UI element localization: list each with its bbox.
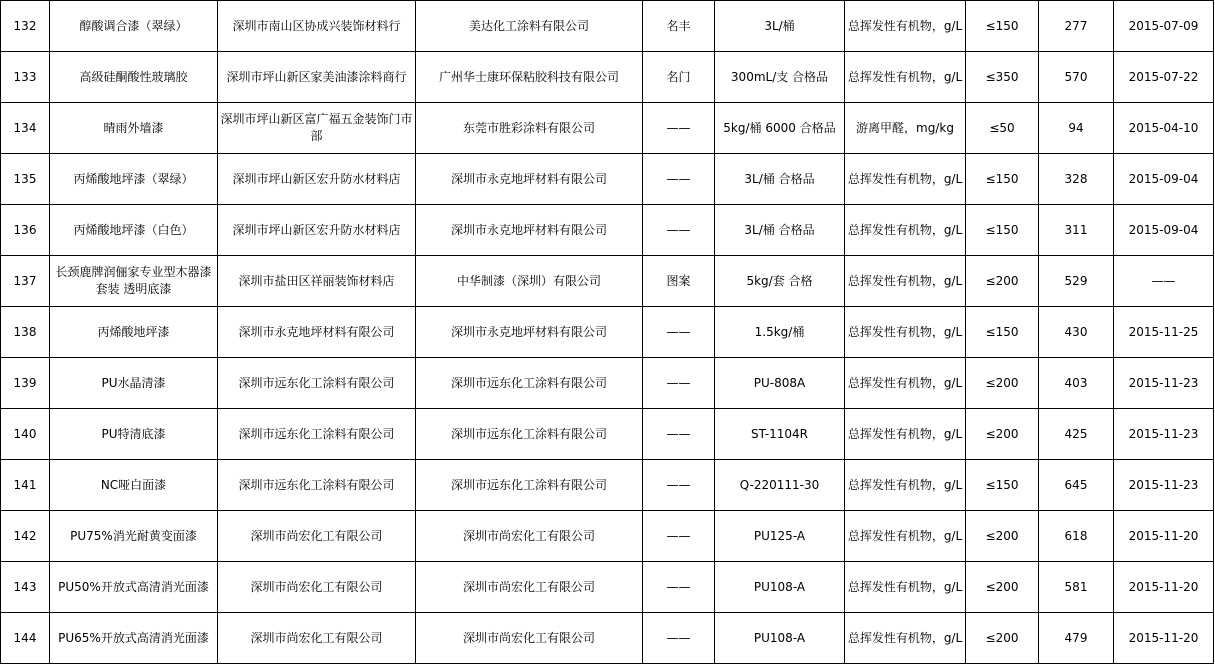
cell-brand: —— xyxy=(643,460,715,511)
table-row xyxy=(1,562,1214,613)
cell-brand: —— xyxy=(643,562,715,613)
table-row xyxy=(1,358,1214,409)
cell-manufacturer-name: 深圳市永克地坪材料有限公司 xyxy=(416,205,643,256)
cell-manufacturer-name: 广州华士康环保粘胶科技有限公司 xyxy=(416,52,643,103)
cell-standard-limit: ≤150 xyxy=(966,205,1039,256)
cell-product-name: PU65%开放式高清消光面漆 xyxy=(50,613,218,664)
cell-seller-name: 深圳市尚宏化工有限公司 xyxy=(218,562,416,613)
cell-production-date: 2015-11-23 xyxy=(1114,358,1214,409)
cell-manufacturer-name: 中华制漆（深圳）有限公司 xyxy=(416,256,643,307)
cell-test-result: 403 xyxy=(1039,358,1114,409)
cell-product-name: PU75%消光耐黄变面漆 xyxy=(50,511,218,562)
cell-standard-limit: ≤200 xyxy=(966,409,1039,460)
cell-brand: —— xyxy=(643,154,715,205)
table-row xyxy=(1,154,1214,205)
cell-manufacturer-name: 深圳市尚宏化工有限公司 xyxy=(416,511,643,562)
cell-test-result: 570 xyxy=(1039,52,1114,103)
cell-spec-model: PU-808A xyxy=(715,358,845,409)
cell-test-result: 328 xyxy=(1039,154,1114,205)
cell-seller-name: 深圳市南山区协成兴装饰材料行 xyxy=(218,1,416,52)
cell-test-result: 479 xyxy=(1039,613,1114,664)
cell-test-item: 总挥发性有机物，g/L xyxy=(845,358,966,409)
cell-production-date: 2015-09-04 xyxy=(1114,154,1214,205)
cell-seller-name: 深圳市坪山新区富广福五金装饰门市部 xyxy=(218,103,416,154)
table-row xyxy=(1,613,1214,664)
cell-test-result: 645 xyxy=(1039,460,1114,511)
cell-standard-limit: ≤150 xyxy=(966,154,1039,205)
cell-row-number: 140 xyxy=(1,409,50,460)
cell-test-item: 游离甲醛，mg/kg xyxy=(845,103,966,154)
cell-test-item: 总挥发性有机物，g/L xyxy=(845,409,966,460)
cell-test-item: 总挥发性有机物，g/L xyxy=(845,613,966,664)
cell-product-name: 高级硅酮酸性玻璃胶 xyxy=(50,52,218,103)
table-row xyxy=(1,511,1214,562)
cell-manufacturer-name: 深圳市远东化工涂料有限公司 xyxy=(416,409,643,460)
cell-seller-name: 深圳市坪山新区宏升防水材料店 xyxy=(218,154,416,205)
cell-row-number: 136 xyxy=(1,205,50,256)
cell-row-number: 143 xyxy=(1,562,50,613)
cell-test-item: 总挥发性有机物，g/L xyxy=(845,511,966,562)
cell-product-name: 晴雨外墙漆 xyxy=(50,103,218,154)
cell-spec-model: 1.5kg/桶 xyxy=(715,307,845,358)
cell-manufacturer-name: 深圳市尚宏化工有限公司 xyxy=(416,562,643,613)
cell-brand: —— xyxy=(643,511,715,562)
cell-standard-limit: ≤150 xyxy=(966,307,1039,358)
cell-brand: —— xyxy=(643,358,715,409)
cell-spec-model: ST-1104R xyxy=(715,409,845,460)
cell-product-name: PU水晶清漆 xyxy=(50,358,218,409)
cell-product-name: PU50%开放式高清消光面漆 xyxy=(50,562,218,613)
cell-spec-model: PU108-A xyxy=(715,613,845,664)
cell-brand: 名门 xyxy=(643,52,715,103)
cell-standard-limit: ≤50 xyxy=(966,103,1039,154)
cell-test-item: 总挥发性有机物，g/L xyxy=(845,256,966,307)
cell-manufacturer-name: 东莞市胜彩涂料有限公司 xyxy=(416,103,643,154)
table-row xyxy=(1,256,1214,307)
cell-standard-limit: ≤200 xyxy=(966,511,1039,562)
cell-test-result: 277 xyxy=(1039,1,1114,52)
cell-brand: —— xyxy=(643,409,715,460)
cell-product-name: 醇酸调合漆（翠绿） xyxy=(50,1,218,52)
cell-production-date: 2015-07-22 xyxy=(1114,52,1214,103)
cell-row-number: 135 xyxy=(1,154,50,205)
cell-seller-name: 深圳市远东化工涂料有限公司 xyxy=(218,358,416,409)
cell-row-number: 144 xyxy=(1,613,50,664)
cell-manufacturer-name: 美达化工涂料有限公司 xyxy=(416,1,643,52)
cell-production-date: 2015-07-09 xyxy=(1114,1,1214,52)
cell-spec-model: PU125-A xyxy=(715,511,845,562)
cell-standard-limit: ≤150 xyxy=(966,1,1039,52)
cell-row-number: 141 xyxy=(1,460,50,511)
cell-standard-limit: ≤200 xyxy=(966,562,1039,613)
cell-product-name: PU特清底漆 xyxy=(50,409,218,460)
cell-standard-limit: ≤200 xyxy=(966,613,1039,664)
cell-brand: —— xyxy=(643,613,715,664)
table-row xyxy=(1,52,1214,103)
table-row xyxy=(1,307,1214,358)
cell-brand: —— xyxy=(643,307,715,358)
cell-product-name: 丙烯酸地坪漆（翠绿） xyxy=(50,154,218,205)
cell-row-number: 142 xyxy=(1,511,50,562)
cell-test-item: 总挥发性有机物，g/L xyxy=(845,154,966,205)
cell-row-number: 134 xyxy=(1,103,50,154)
cell-production-date: 2015-11-20 xyxy=(1114,613,1214,664)
cell-production-date: 2015-11-20 xyxy=(1114,562,1214,613)
cell-seller-name: 深圳市盐田区祥丽装饰材料店 xyxy=(218,256,416,307)
cell-test-result: 311 xyxy=(1039,205,1114,256)
cell-seller-name: 深圳市永克地坪材料有限公司 xyxy=(218,307,416,358)
cell-spec-model: 5kg/套 合格 xyxy=(715,256,845,307)
cell-production-date: —— xyxy=(1114,256,1214,307)
cell-test-item: 总挥发性有机物，g/L xyxy=(845,1,966,52)
cell-test-item: 总挥发性有机物，g/L xyxy=(845,562,966,613)
cell-manufacturer-name: 深圳市尚宏化工有限公司 xyxy=(416,613,643,664)
cell-product-name: NC哑白面漆 xyxy=(50,460,218,511)
cell-row-number: 133 xyxy=(1,52,50,103)
cell-brand: —— xyxy=(643,205,715,256)
cell-standard-limit: ≤350 xyxy=(966,52,1039,103)
cell-spec-model: 5kg/桶 6000 合格品 xyxy=(715,103,845,154)
cell-product-name: 丙烯酸地坪漆 xyxy=(50,307,218,358)
cell-standard-limit: ≤150 xyxy=(966,460,1039,511)
cell-manufacturer-name: 深圳市永克地坪材料有限公司 xyxy=(416,307,643,358)
cell-test-item: 总挥发性有机物，g/L xyxy=(845,460,966,511)
cell-brand: —— xyxy=(643,103,715,154)
cell-production-date: 2015-11-25 xyxy=(1114,307,1214,358)
cell-test-result: 94 xyxy=(1039,103,1114,154)
table-row xyxy=(1,460,1214,511)
cell-seller-name: 深圳市坪山新区宏升防水材料店 xyxy=(218,205,416,256)
cell-production-date: 2015-11-20 xyxy=(1114,511,1214,562)
cell-test-item: 总挥发性有机物，g/L xyxy=(845,205,966,256)
cell-spec-model: 3L/桶 xyxy=(715,1,845,52)
cell-manufacturer-name: 深圳市远东化工涂料有限公司 xyxy=(416,460,643,511)
cell-test-item: 总挥发性有机物，g/L xyxy=(845,307,966,358)
cell-manufacturer-name: 深圳市永克地坪材料有限公司 xyxy=(416,154,643,205)
cell-seller-name: 深圳市坪山新区家美油漆涂料商行 xyxy=(218,52,416,103)
cell-standard-limit: ≤200 xyxy=(966,358,1039,409)
cell-brand: 名丰 xyxy=(643,1,715,52)
cell-seller-name: 深圳市远东化工涂料有限公司 xyxy=(218,409,416,460)
cell-standard-limit: ≤200 xyxy=(966,256,1039,307)
cell-test-result: 425 xyxy=(1039,409,1114,460)
table-row xyxy=(1,409,1214,460)
cell-production-date: 2015-09-04 xyxy=(1114,205,1214,256)
table-row xyxy=(1,205,1214,256)
cell-row-number: 139 xyxy=(1,358,50,409)
cell-production-date: 2015-04-10 xyxy=(1114,103,1214,154)
cell-product-name: 长颈鹿牌润俪家专业型木器漆套装 透明底漆 xyxy=(50,256,218,307)
cell-spec-model: 300mL/支 合格品 xyxy=(715,52,845,103)
cell-spec-model: 3L/桶 合格品 xyxy=(715,205,845,256)
cell-row-number: 137 xyxy=(1,256,50,307)
cell-production-date: 2015-11-23 xyxy=(1114,460,1214,511)
table-row xyxy=(1,103,1214,154)
cell-seller-name: 深圳市远东化工涂料有限公司 xyxy=(218,460,416,511)
cell-row-number: 138 xyxy=(1,307,50,358)
cell-product-name: 丙烯酸地坪漆（白色） xyxy=(50,205,218,256)
cell-test-result: 529 xyxy=(1039,256,1114,307)
cell-production-date: 2015-11-23 xyxy=(1114,409,1214,460)
cell-spec-model: Q-220111-30 xyxy=(715,460,845,511)
cell-test-result: 581 xyxy=(1039,562,1114,613)
cell-row-number: 132 xyxy=(1,1,50,52)
cell-brand: 图案 xyxy=(643,256,715,307)
cell-test-item: 总挥发性有机物，g/L xyxy=(845,52,966,103)
cell-seller-name: 深圳市尚宏化工有限公司 xyxy=(218,511,416,562)
cell-test-result: 618 xyxy=(1039,511,1114,562)
cell-manufacturer-name: 深圳市远东化工涂料有限公司 xyxy=(416,358,643,409)
cell-seller-name: 深圳市尚宏化工有限公司 xyxy=(218,613,416,664)
cell-test-result: 430 xyxy=(1039,307,1114,358)
table-row xyxy=(1,1,1214,52)
cell-spec-model: 3L/桶 合格品 xyxy=(715,154,845,205)
cell-spec-model: PU108-A xyxy=(715,562,845,613)
